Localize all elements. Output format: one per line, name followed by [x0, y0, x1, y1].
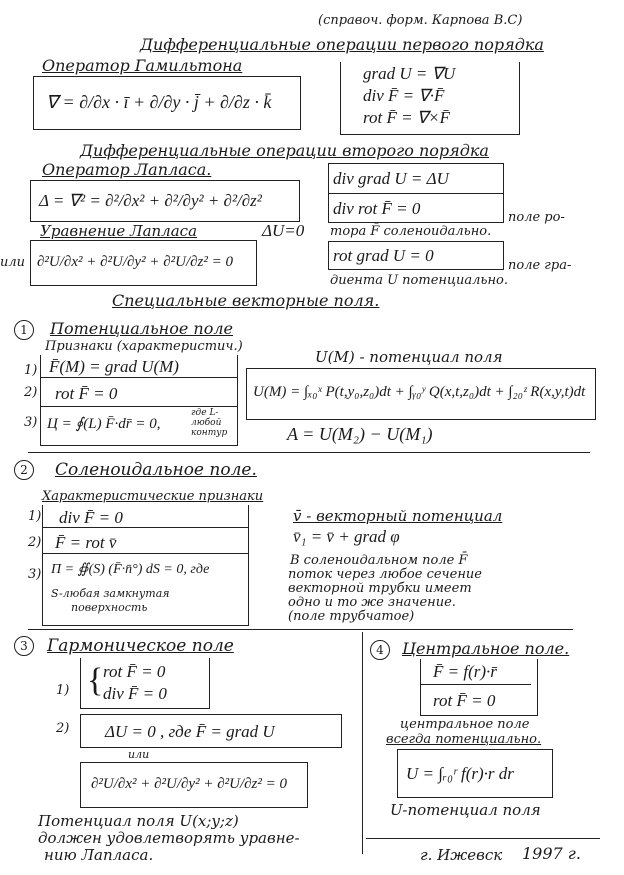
harmonic-system-box [80, 658, 210, 709]
laplace-operator-box [30, 180, 300, 222]
section-title-special-fields: Специальные векторные поля. [112, 291, 380, 310]
potential-integral-box [246, 368, 596, 420]
section-number-1: 1 [14, 320, 34, 340]
central-note-2: всегда потенциально. [386, 732, 542, 747]
hamilton-label: Оператор Гамильтона [42, 56, 243, 75]
potential-sign-2: rot F̄ = 0 [55, 384, 118, 403]
harmonic-text-1: Потенциал поля U(x;y;z) [38, 812, 239, 830]
second-order-ops-box [328, 163, 504, 223]
solenoidal-sign-1: div F̄ = 0 [59, 508, 123, 527]
laplace-equation-short: ΔU=0 [262, 221, 305, 240]
laplace-operator-label: Оператор Лапласа. [42, 160, 212, 179]
div-formula: div F̄ = ∇·F̄ [363, 86, 445, 105]
central-integral: U = ∫ᵣ₀ʳ f(r)·r dr [406, 764, 514, 783]
laplace-operator-formula: Δ = ∇² = ∂²/∂x² + ∂²/∂y² + ∂²/∂z² [39, 191, 262, 210]
solenoidal-sign-3-note-2: поверхность [71, 601, 148, 614]
divider [366, 838, 600, 839]
laplace-equation-label: Уравнение Лапласа [40, 222, 198, 240]
harmonic-equation: ∂²U/∂x² + ∂²U/∂y² + ∂²U/∂z² = 0 [91, 776, 287, 792]
vector-potential-label: v̄ - векторный потенциал [293, 507, 503, 525]
brace-icon: { [87, 662, 104, 699]
or-label: или [0, 255, 26, 270]
section-number-3: 3 [14, 636, 34, 656]
rot-grad-formula: rot grad U = 0 [333, 246, 434, 265]
potential-signs-label: Признаки (характеристич.) [45, 339, 243, 354]
rot-grad-note-2: диента U потенциально. [330, 273, 509, 288]
harmonic-field-title: Гармоническое поле [47, 636, 234, 656]
grad-formula: grad U = ∇U [363, 64, 456, 83]
footer-year: 1997 г. [522, 844, 581, 863]
section-title-first-order: Дифференциальные операции первого порядка [140, 35, 544, 54]
potential-sign-1: F̄(M) = grad U(M) [49, 357, 179, 376]
solenoidal-sign-3: Π = ∯(S) (F̄·n̄°) dS = 0, где [51, 562, 210, 577]
potential-integral: U(M) = ∫ₓ₀ˣ P(t,y₀,z₀)dt + ∫ᵧ₀ʸ Q(x,t,z₀)dt + ∫₂₀ᶻ R(x,y,t)dt [253, 384, 586, 400]
central-formula: F̄ = f(r)·r̄ [433, 662, 497, 681]
divider [28, 629, 573, 630]
central-potential-label: U-потенциал поля [390, 801, 541, 819]
central-integral-box [397, 749, 553, 798]
section-number-4: 4 [370, 640, 390, 660]
solenoidal-sign-3-note-1: S-любая замкнутая [51, 587, 170, 600]
potential-sign-3: Ц = ∮(L) F̄·dr̄ = 0, [47, 416, 161, 432]
rot-grad-note-1: поле гра- [508, 258, 572, 273]
footer-place: г. Ижевск [420, 846, 503, 864]
laplace-equation-box [30, 240, 257, 286]
harmonic-number-2: 2) [56, 721, 70, 736]
central-field-title: Центральное поле. [402, 639, 570, 658]
v1-formula: v̄₁ = v̄ + grad φ [293, 527, 400, 546]
sol-number-2: 2) [28, 535, 42, 550]
solenoidal-text-1: В соленоидальном поле F̄ [290, 553, 468, 568]
central-rot: rot F̄ = 0 [433, 691, 496, 710]
potential-sign-3-note: где L-любой контур [191, 408, 228, 438]
harmonic-or-label: или [128, 748, 150, 761]
central-note-1: центральное поле [400, 717, 530, 732]
reference-note: (справоч. форм. Карпова В.С) [318, 13, 523, 28]
rot-grad-box [328, 241, 504, 270]
solenoidal-signs-label: Характеристические признаки [42, 489, 264, 504]
hamilton-formula: ∇ = ∂/∂x · ī + ∂/∂y · j̄ + ∂/∂z · k̄ [46, 92, 272, 112]
harmonic-equation-box [80, 762, 308, 808]
harmonic-laplace: ΔU = 0 , где F̄ = grad U [105, 722, 275, 741]
sign-number-1: 1) [24, 363, 38, 378]
hamilton-box [33, 76, 301, 130]
column-divider [362, 632, 363, 854]
harmonic-text-3: нию Лапласа. [44, 846, 154, 864]
laplace-equation-formula: ∂²U/∂x² + ∂²U/∂y² + ∂²U/∂z² = 0 [37, 254, 233, 270]
sol-number-3: 3) [28, 567, 42, 582]
harmonic-div: div F̄ = 0 [103, 684, 167, 703]
solenoidal-text-4: одно и то же значение. [288, 595, 456, 610]
central-box [420, 659, 538, 716]
harmonic-number-1: 1) [56, 683, 70, 698]
solenoidal-sign-2: F̄ = rot v̄ [55, 533, 117, 552]
div-rot-formula: div rot F̄ = 0 [333, 199, 421, 218]
harmonic-laplace-box [80, 714, 342, 748]
potential-label: U(M) - потенциал поля [315, 348, 503, 366]
div-rot-note-2: тора F̄ соленоидально. [330, 224, 492, 239]
harmonic-rot: rot F̄ = 0 [103, 662, 166, 681]
potential-signs-box [40, 355, 238, 446]
sol-number-1: 1) [28, 509, 42, 524]
solenoidal-text-5: (поле трубчатое) [288, 609, 415, 624]
solenoidal-text-2: поток через любое сечение [288, 567, 482, 582]
section-title-second-order: Дифференциальные операции второго порядка [80, 141, 489, 160]
work-formula: A = U(M₂) − U(M₁) [287, 424, 433, 444]
section-number-2: 2 [14, 460, 34, 480]
div-rot-note-1: поле ро- [508, 210, 565, 225]
sign-number-3: 3) [24, 415, 38, 430]
divider [28, 452, 590, 453]
harmonic-text-2: должен удовлетворять уравне- [38, 829, 300, 847]
rot-formula: rot F̄ = ∇×F̄ [363, 108, 451, 127]
first-order-ops-box [340, 62, 520, 135]
sign-number-2: 2) [24, 385, 38, 400]
solenoidal-text-3: векторной трубки имеет [288, 581, 472, 596]
potential-field-title: Потенциальное поле [50, 319, 233, 338]
solenoidal-signs-box [42, 505, 249, 626]
solenoidal-field-title: Соленоидальное поле. [55, 460, 257, 480]
div-grad-formula: div grad U = ΔU [333, 169, 449, 188]
